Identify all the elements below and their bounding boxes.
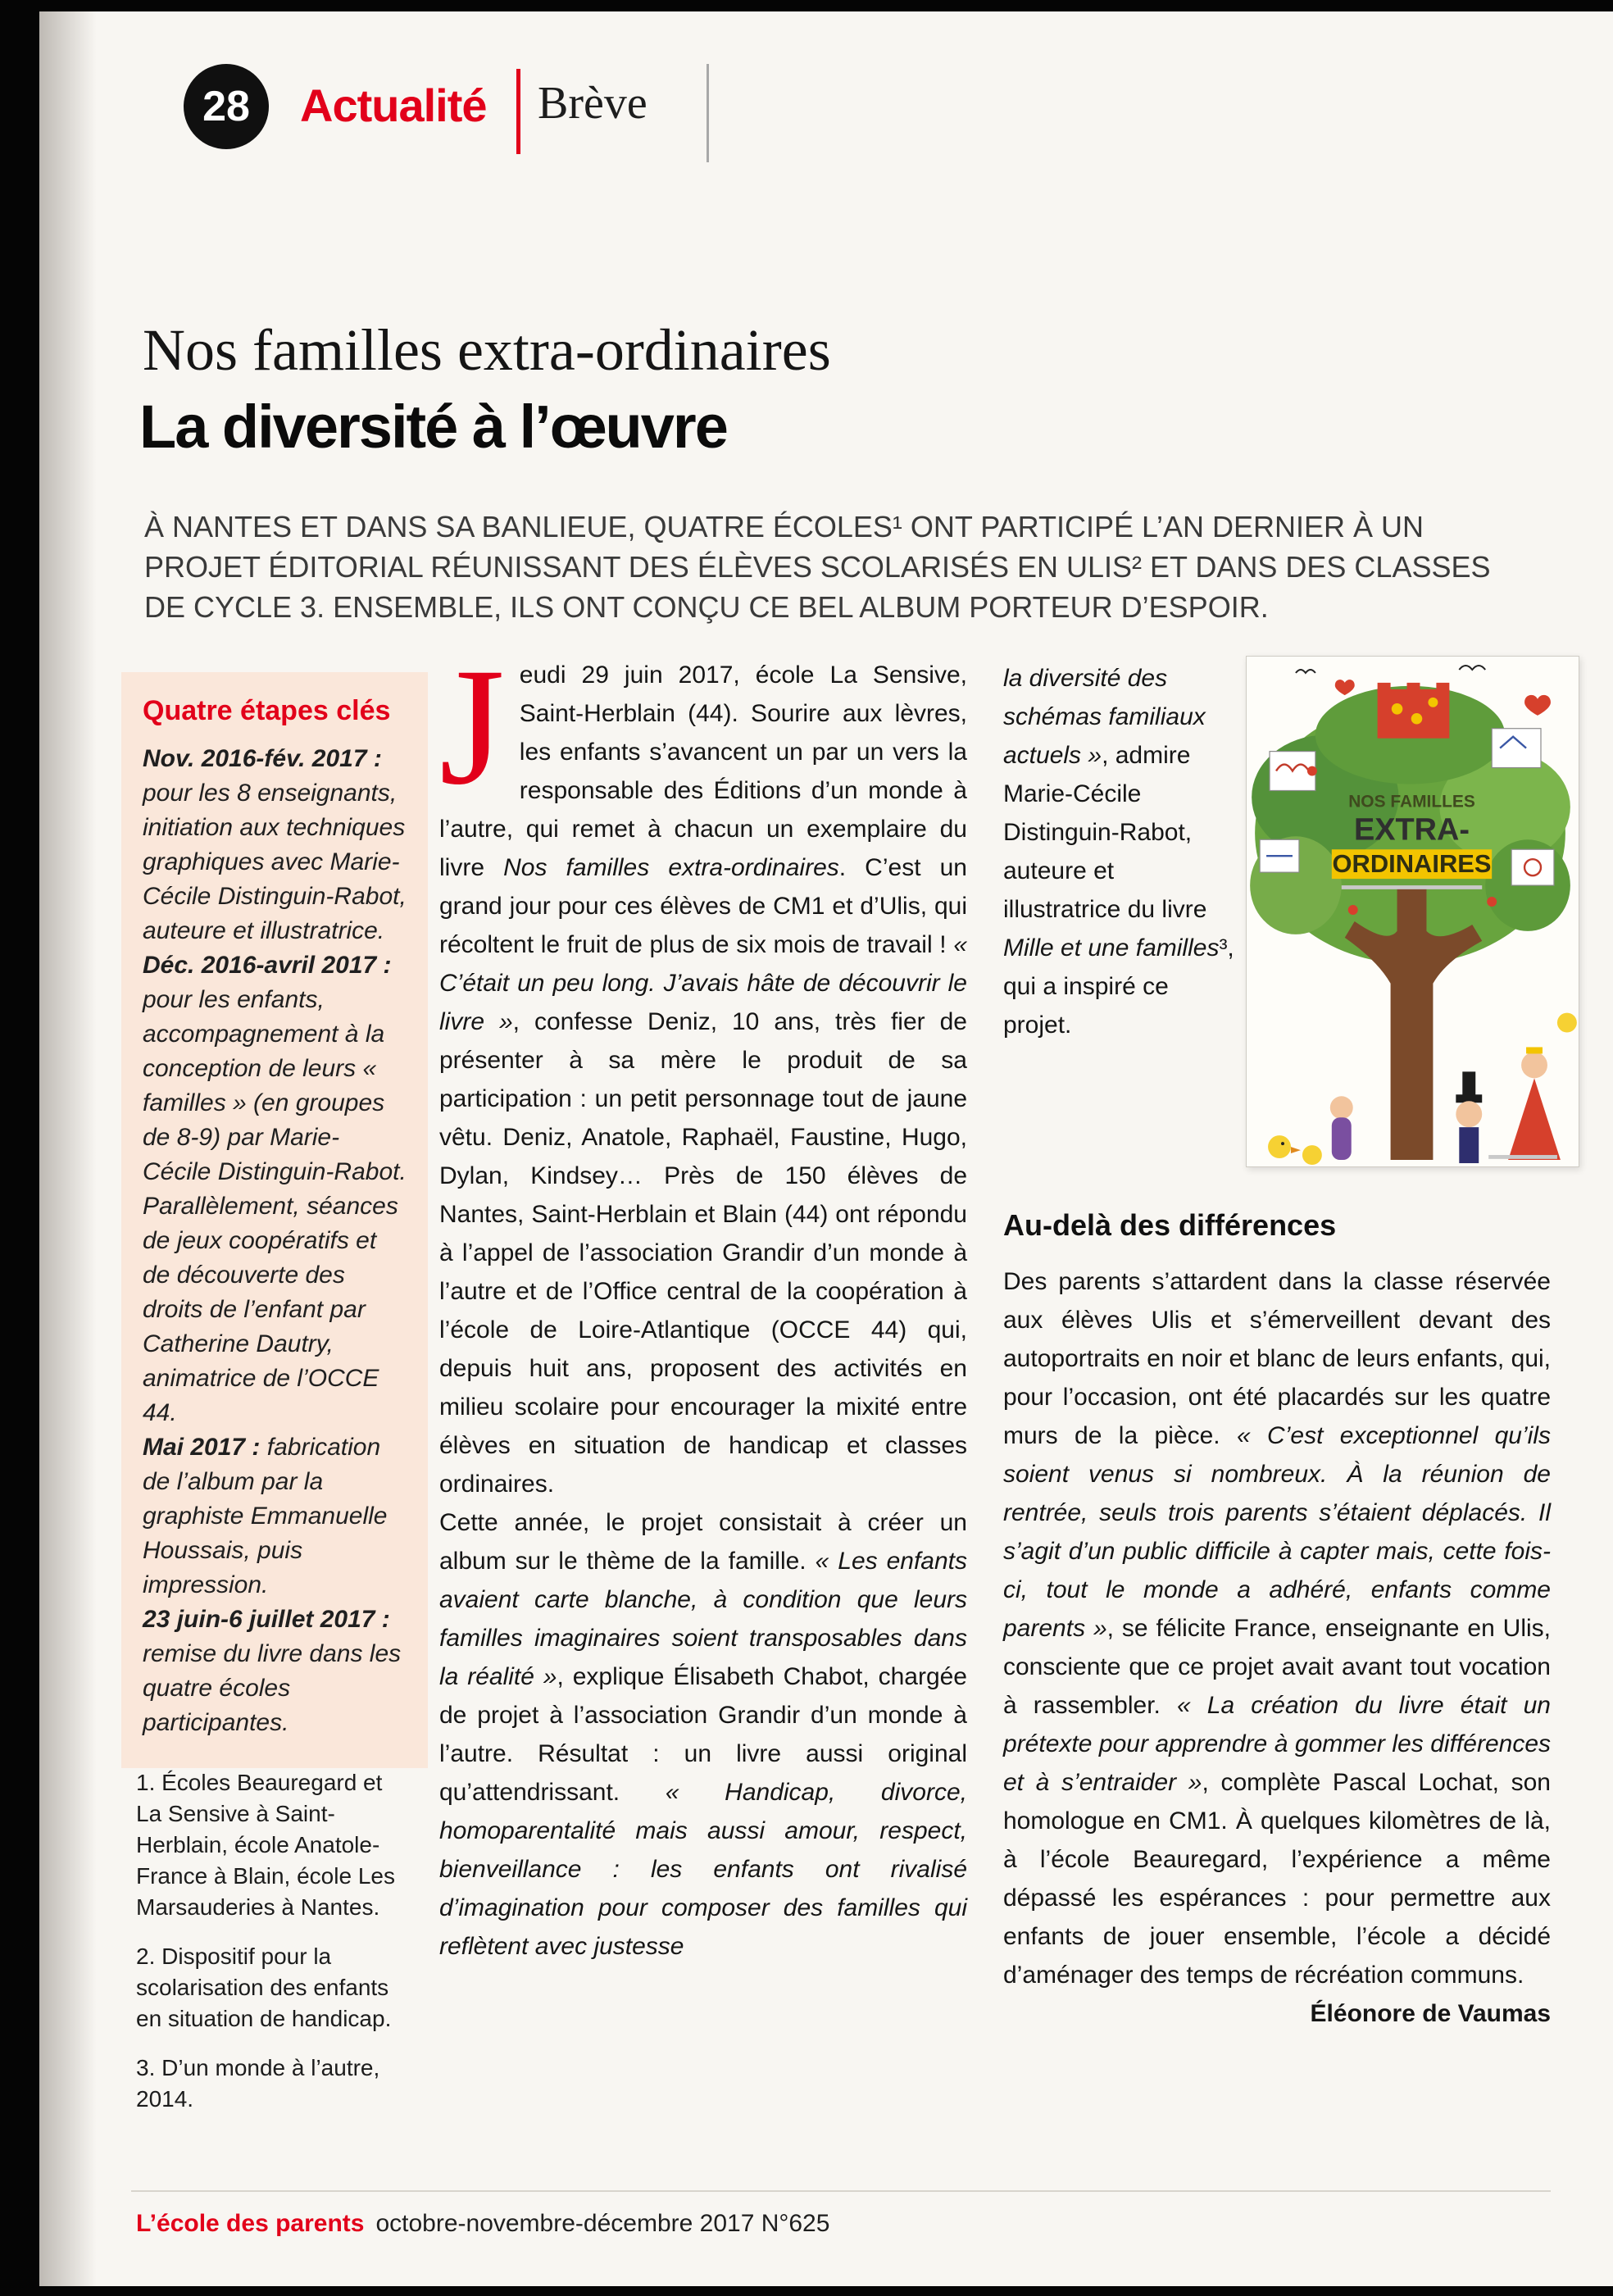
scan-edge-left [0,0,39,2296]
sidebar-step-2 [143,948,407,1430]
paragraph-1 [439,634,967,1503]
step-text: pour les 8 enseignants, initiation aux techniques graphiques avec Marie-Cécile Distinguin-Rabot, auteure et illustratrice. [143,780,407,944]
article-body-column-1 [439,634,967,1966]
header-rule [707,64,709,162]
sidebar-title: Quatre étapes clés [143,695,391,726]
footer [136,2210,829,2238]
step-text: remise du livre dans les quatre écoles participantes. [143,1640,402,1736]
page-number-badge [184,64,269,149]
article-title: La diversité à l’œuvre [139,393,727,461]
footer-rule [131,2190,1551,2192]
article-standfirst: À NANTES ET DANS SA BANLIEUE, QUATRE ÉCOLES¹ ONT PARTICIPÉ L’AN DERNIER À UN PROJET ÉDITORIAL RÉUNISSANT DES ÉLÈVES SCOLARISÉS EN ULIS² ET DANS DES CLASSES DE CYCLE 3. ENSEMBLE, ILS ONT CONÇU CE BEL ALBUM PORTEUR D’ESPOIR. [144,510,1491,624]
step-date: 23 juin-6 juillet 2017 : [143,1606,390,1633]
footnote-2: 2. Dispositif pour la scolarisation des enfants en situation de handicap. [136,1944,392,2031]
book-cover-image [1246,656,1579,1167]
book-cover-illustration [1247,657,1579,1166]
section-heading: Au-delà des différences [1003,1208,1337,1242]
byline: Éléonore de Vaumas [1310,2000,1551,2027]
step-date: Déc. 2016-avril 2017 : [143,952,392,979]
page-number: 28 [202,83,250,130]
footnote-3: 3. D’un monde à l’autre, 2014. [136,2055,380,2112]
cover-title-line2: EXTRA- [1354,812,1470,848]
paragraph-1-text: eudi 29 juin 2017, école La Sensive, Saint-Herblain (44). Sourire aux lèvres, les enfants s’avancent un par un vers la responsable des Éditions d’un monde à l’autre, qui remet à chacun un exemplaire du livre Nos familles extra-ordinaires. C’est un grand jour pour ces élèves de CM1 et d’Ulis, qui récoltent le fruit de plus de six mois de travail ! « C’était un peu long. J’avais hâte de découvrir le livre », confesse Deniz, 10 ans, très fier de présenter à sa mère le produit de sa participation : un petit personnage tout de jaune vêtu. Deniz, Anatole, Raphaël, Faustine, Hugo, Dylan, Kindsey… Près de 150 élèves de Nantes, Saint-Herblain et Blain (44) ont répondu à l’appel de l’association Grandir d’un monde à l’autre et de l’Office central de la coopération à l’école de Loire-Atlantique (OCCE 44) qui, depuis huit ans, proposent des activités en milieu scolaire pour encourager la mixité entre élèves en situation de handicap et classes ordinaires. [439,662,967,1498]
article-kicker: Nos familles extra-ordinaires [143,317,831,383]
paragraph-3: Des parents s’attardent dans la classe réservée aux élèves Ulis et s’émerveillent devant des autoportraits en noir et blanc de leurs enfants, qui, pour l’occasion, ont été placardés sur les quatre murs de la pièce. « C’est exceptionnel qu’ils soient venus si nombreux. À la réunion de rentrée, seuls trois parents s’étaient déplacés. Il s’agit d’un public difficile à capter mais, cette fois-ci, tout le monde a adhéré, enfants comme parents », se félicite France, enseignante en Ulis, consciente que ce projet avait avant tout vocation à rassembler. « La création du livre était un prétexte pour apprendre à gommer les différences et à s’entraider », complète Pascal Lochat, son homologue en CM1. À quelques kilomètres de là, à l’école Beauregard, l’expérience a même dépassé les espérances : pour permettre aux enfants de jouer ensemble, l’école a décidé d’aménager des temps de récréation communs. [1003,1268,1551,1989]
magazine-name: L’école des parents [136,2210,365,2237]
sidebar-key-steps [121,672,428,1768]
sidebar-step-3 [143,1430,407,1603]
scan-edge-top [0,0,1613,11]
subsection-title: Brève [538,78,647,129]
article-body-continuation: la diversité des schémas familiaux actuels », admire Marie-Cécile Distinguin-Rabot, auteure et illustratrice du livre Mille et une familles³, qui a inspiré ce projet. [1003,665,1234,1039]
footnote-1: 1. Écoles Beauregard et La Sensive à Saint-Herblain, école Anatole-France à Blain, école Les Marsauderies à Nantes. [136,1770,395,1920]
sidebar-step-1 [143,742,407,948]
footnotes [136,1767,407,2133]
step-date: Nov. 2016-fév. 2017 : [143,745,382,772]
paragraph-2: Cette année, le projet consistait à créer un album sur le thème de la famille. « Les enfants avaient carte blanche, à condition que leurs familles imaginaires soient transposables dans la réalité », explique Élisabeth Chabot, chargée de projet à l’association Grandir d’un monde à l’autre. Résultat : un livre aussi original qu’attendrissant. « Handicap, divorce, homoparentalité mais aussi amour, respect, bienveillance : les enfants ont rivalisé d’imagination pour composer des familles qui reflètent avec justesse [439,1509,967,1960]
step-text: pour les enfants, accompagnement à la conception de leurs « familles » (en groupes de 8-9) par Marie-Cécile Distinguin-Rabot. Parallèlement, séances de jeux coopératifs et de découverte des droits de l’enfant par Catherine Dautry, animatrice de l’OCCE 44. [143,986,407,1426]
scan-shade-left [39,0,97,2296]
dropcap: J [439,634,505,820]
step-text: fabrication de l’album par la graphiste Emmanuelle Houssais, puis impression. [143,1434,388,1598]
step-date: Mai 2017 : [143,1434,261,1461]
section-divider [516,69,520,154]
issue-info: octobre-novembre-décembre 2017 N°625 [375,2210,830,2237]
article-body-column-2 [1003,1262,1551,2033]
sidebar-step-4 [143,1603,407,1740]
cover-title-line3: ORDINAIRES [1332,849,1492,879]
section-title: Actualité [300,80,487,131]
cover-title-line1: NOS FAMILLES [1348,792,1475,812]
scan-edge-bottom [0,2286,1613,2296]
